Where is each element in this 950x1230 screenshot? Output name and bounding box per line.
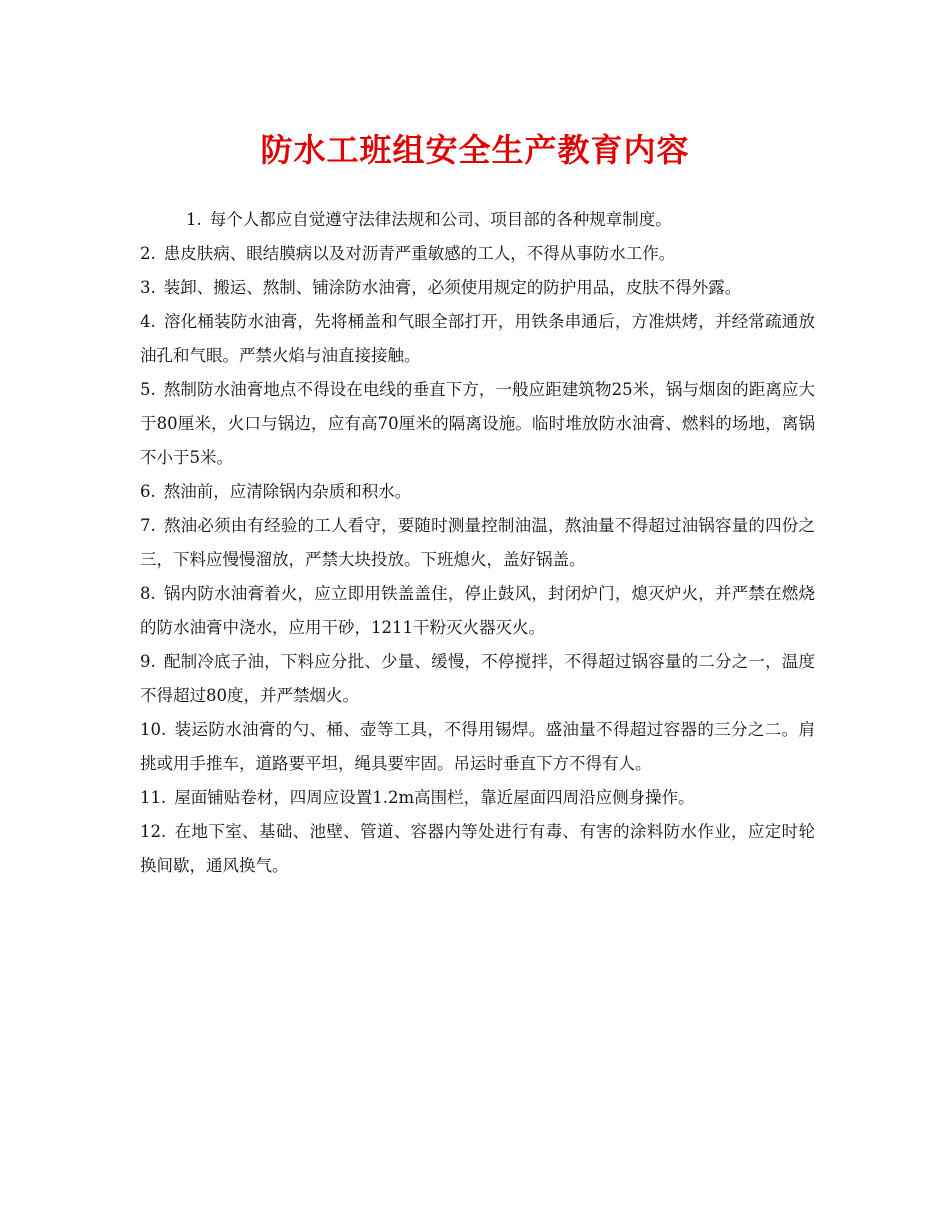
- rule-text: 熬油必须由有经验的工人看守，要随时测量控制油温，熬油量不得超过油锅容量的四份之三，下料应慢慢溜放，严禁大块投放。下班熄火，盖好锅盖。: [140, 516, 815, 569]
- rule-item-10: [140, 713, 815, 781]
- rule-text: 在地下室、基础、池壁、管道、容器内等处进行有毒、有害的涂料防水作业，应定时轮换间歇，通风换气。: [140, 822, 815, 875]
- rule-text: 屋面铺贴卷材，四周应设置1.2m高围栏，靠近屋面四周沿应侧身操作。: [174, 788, 695, 807]
- rule-text: 患皮肤病、眼结膜病以及对沥青严重敏感的工人，不得从事防水工作。: [163, 244, 676, 263]
- rule-number: 7.: [140, 516, 156, 535]
- rules-list: [140, 203, 815, 883]
- rule-item-2: [140, 237, 815, 271]
- rule-item-6: [140, 475, 815, 509]
- rule-item-4: [140, 305, 815, 373]
- rule-number: 9.: [140, 652, 156, 671]
- rule-number: 12.: [140, 822, 167, 841]
- rule-item-1: [140, 203, 815, 237]
- rule-item-9: [140, 645, 815, 713]
- page-title: 防水工班组安全生产教育内容: [260, 131, 690, 169]
- rule-number: 2.: [140, 244, 156, 263]
- rule-number: 6.: [140, 482, 156, 501]
- rule-item-11: [140, 781, 815, 815]
- rule-text: 装卸、搬运、熬制、铺涂防水油膏，必须使用规定的防护用品，皮肤不得外露。: [163, 278, 742, 297]
- rule-text: 熬制防水油膏地点不得设在电线的垂直下方，一般应距建筑物25米，锅与烟囱的距离应大于80厘米，火口与锅边，应有高70厘米的隔离设施。临时堆放防水油膏、燃料的场地，离锅不小于5米。: [140, 380, 815, 467]
- rule-item-5: [140, 373, 815, 475]
- rule-text: 熬油前，应清除锅内杂质和积水。: [163, 482, 412, 501]
- rule-number: 5.: [140, 380, 156, 399]
- rule-number: 3.: [140, 278, 156, 297]
- rule-number: 8.: [140, 584, 156, 603]
- rule-text: 配制冷底子油，下料应分批、少量、缓慢，不停搅拌，不得超过锅容量的二分之一，温度不得超过80度，并严禁烟火。: [140, 652, 815, 705]
- rule-text: 每个人都应自觉遵守法律法规和公司、项目部的各种规章制度。: [209, 210, 672, 229]
- rule-text: 锅内防水油膏着火，应立即用铁盖盖住，停止鼓风，封闭炉门，熄灭炉火，并严禁在燃烧的防水油膏中浇水，应用干砂，1211干粉灭火器灭火。: [140, 584, 815, 637]
- rule-item-3: [140, 271, 815, 305]
- rule-text: 溶化桶装防水油膏，先将桶盖和气眼全部打开，用铁条串通后，方准烘烤，并经常疏通放油孔和气眼。严禁火焰与油直接接触。: [140, 312, 815, 365]
- rule-item-12: [140, 815, 815, 883]
- rule-text: 装运防水油膏的勺、桶、壶等工具，不得用锡焊。盛油量不得超过容器的三分之二。肩挑或用手推车，道路要平坦，绳具要牢固。吊运时垂直下方不得有人。: [140, 720, 815, 773]
- rule-item-7: [140, 509, 815, 577]
- rule-number: 11.: [140, 788, 167, 807]
- rule-number: 4.: [140, 312, 156, 331]
- rule-number: 10.: [140, 720, 167, 739]
- rule-number: 1.: [186, 210, 202, 229]
- rule-item-8: [140, 577, 815, 645]
